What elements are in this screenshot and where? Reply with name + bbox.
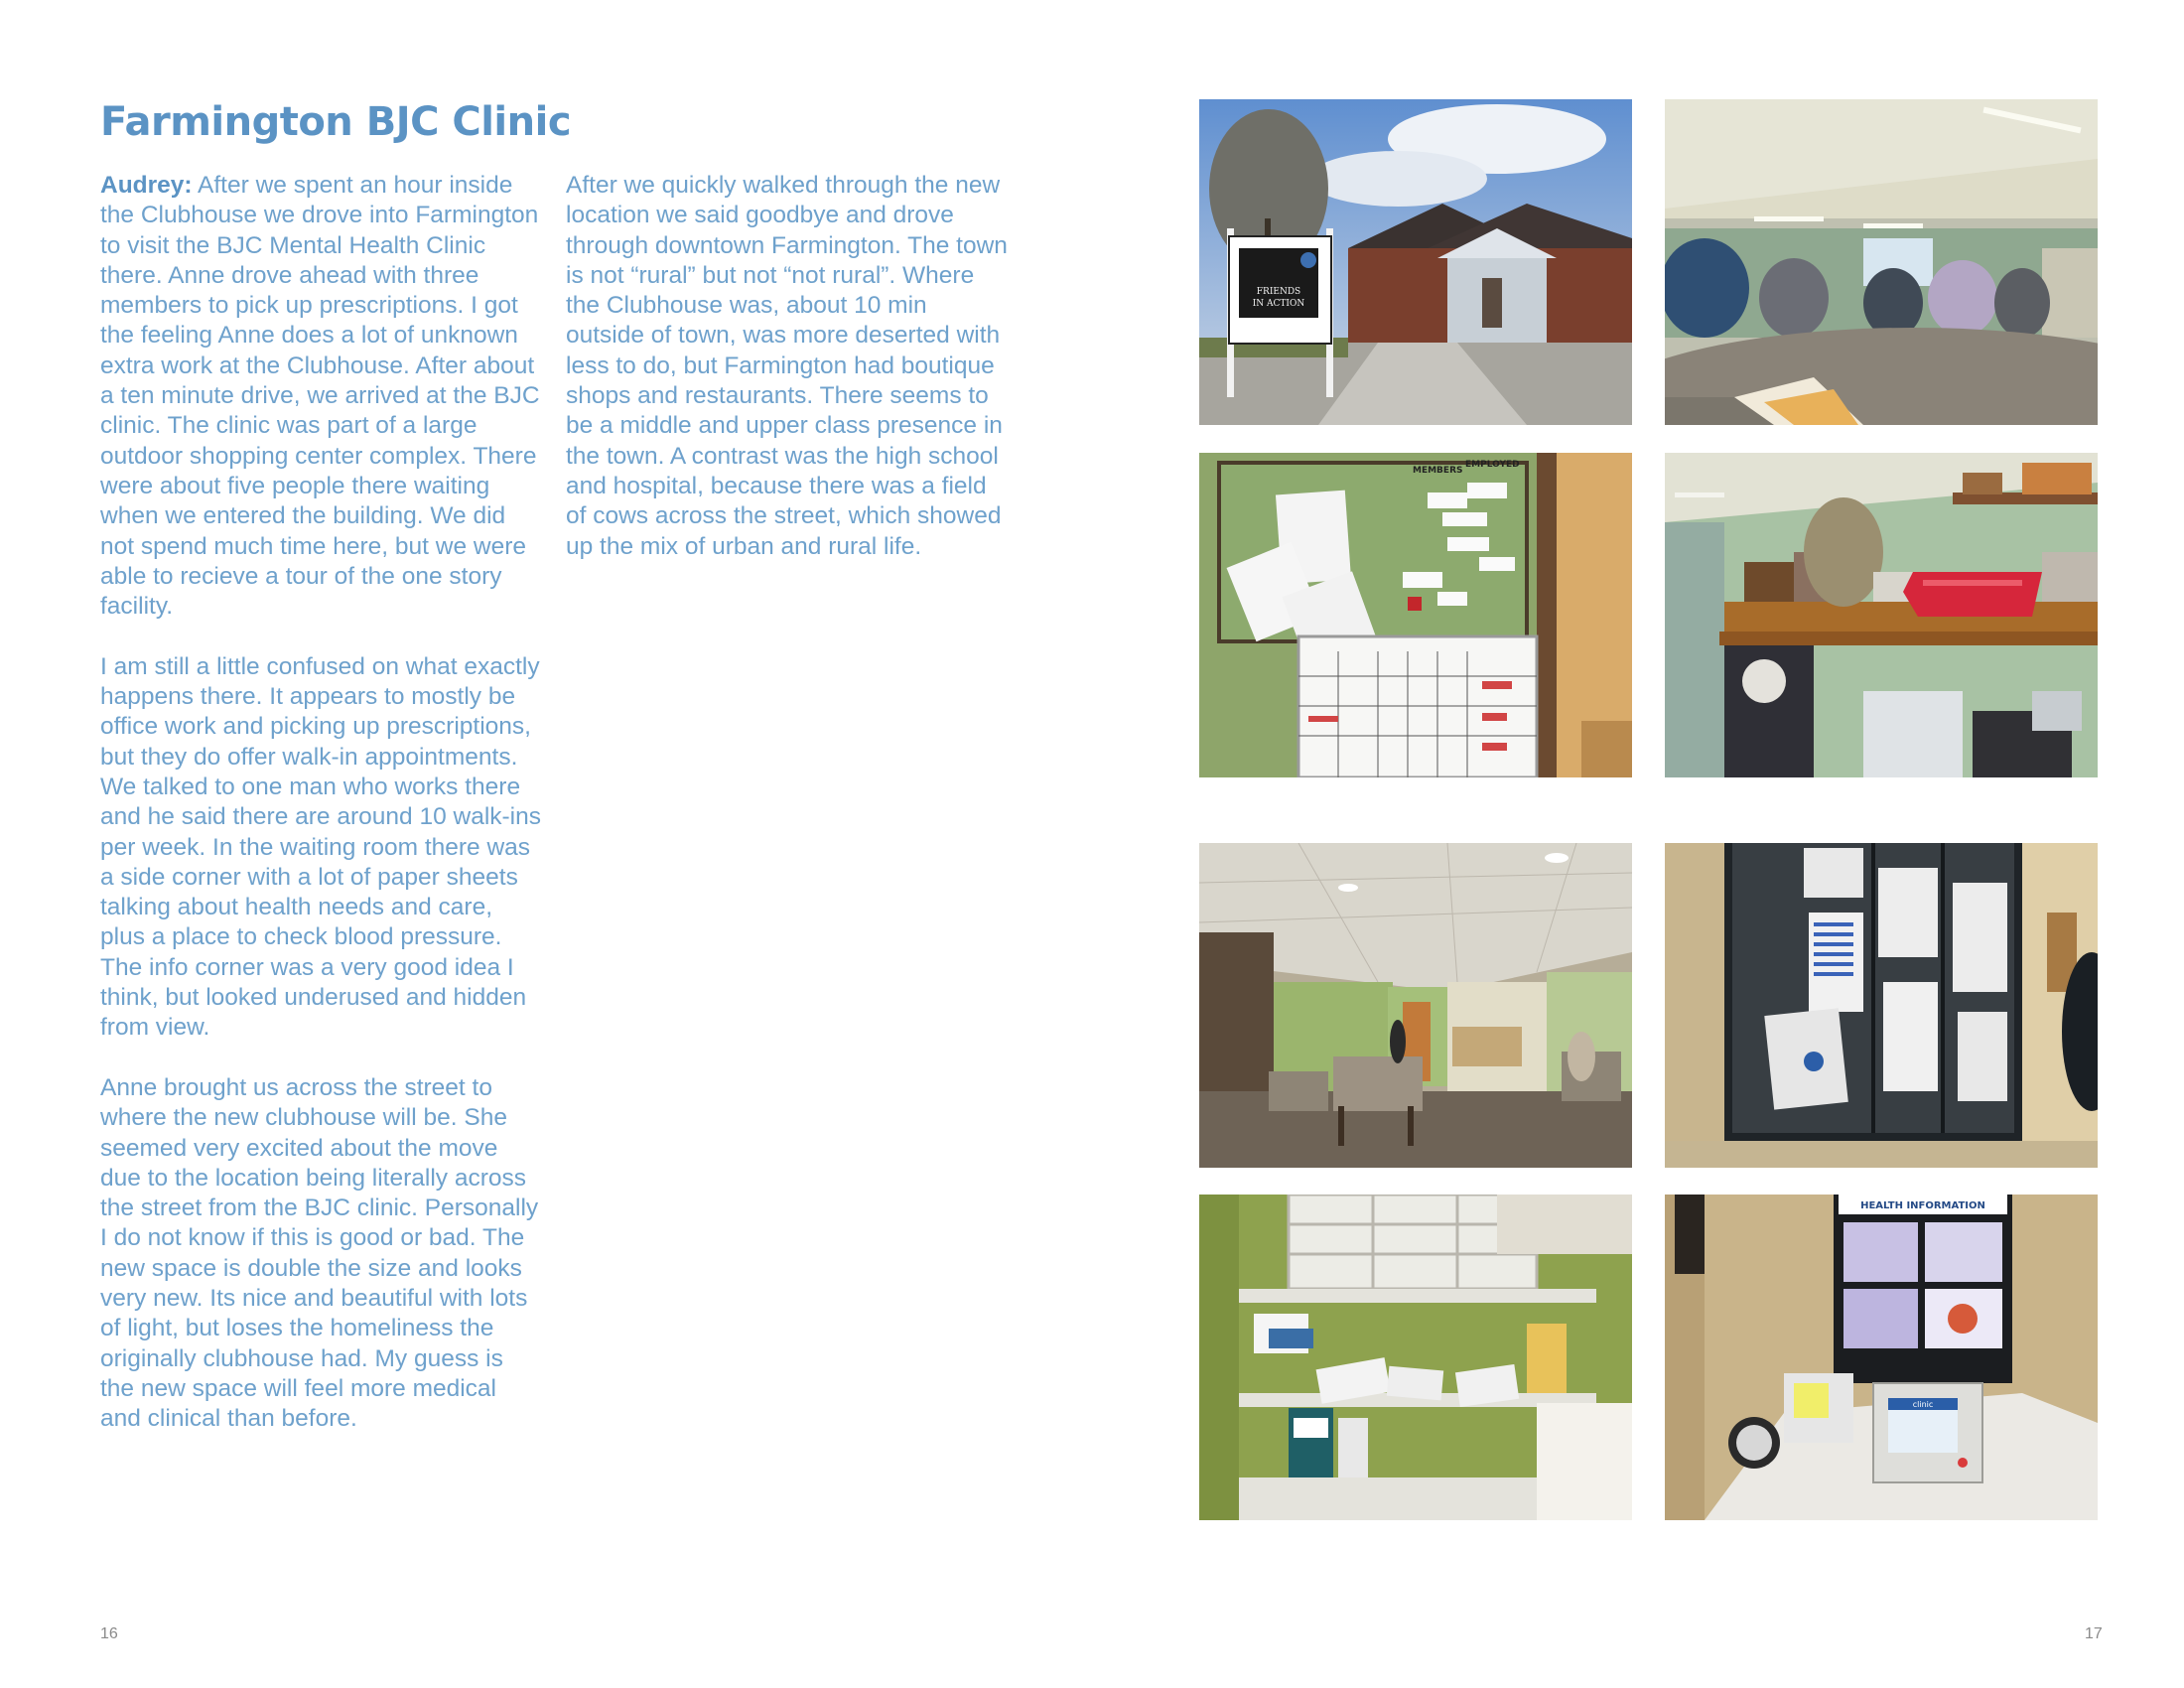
- paragraph: After we quickly walked through the new location we said goodbye and drove through downtown Farmington. The town is not “rural” but not “not rural”. Where the Clubhouse was, about 10 min outside of town, was more deserted with less to do, but Farmington had boutique shops and restaurants. There seems to be a middle and upper class presence in the town. A contrast was the high school and hospital, because there was a field of cows across the street, which showed up the mix of urban and rural life.: [566, 172, 1008, 560]
- photo-clinic-exterior: [1199, 99, 1632, 425]
- left-text-column: [100, 171, 542, 1465]
- paragraph: Anne brought us across the street to where the new clubhouse will be. She seemed very excited about the move due to the location being literally across the street from the BJC clinic. Personally I do not know if this is good or bad. The new space is double the size and looks very new. Its nice and beautiful with lots of light, but loses the homeliness the originally clubhouse had. My guess is the new space will feel more medical and clinical than before.: [100, 1073, 539, 1433]
- paragraph: I am still a little confused on what exactly happens there. It appears to mostly be office work and picking up prescriptions, but they do offer walk-in appointments. We talked to one man who works there and he said there are around 10 walk-ins per week. In the waiting room there was a side corner with a lot of paper sheets talking about health needs and care, plus a place to check blood pressure. The info corner was a very good idea I think, but looked underused and hidden from view.: [100, 652, 542, 1042]
- right-text-column: [566, 171, 1008, 592]
- page-number-right: 17: [2085, 1625, 2103, 1642]
- photo-meeting-room: [1665, 99, 2098, 425]
- speaker-label: Audrey:: [100, 172, 193, 199]
- board-label-employed: EMPLOYED: [1465, 460, 1520, 470]
- sign-text-line2: IN ACTION: [1252, 299, 1305, 309]
- kiosk-screen-text: clinic: [1912, 1400, 1934, 1409]
- photo-health-kiosk: [1665, 1195, 2098, 1520]
- paragraph: [100, 171, 542, 622]
- photo-bulletin-board: [1199, 453, 1632, 777]
- paragraph-text: After we spent an hour inside the Clubhouse we drove into Farmington to visit the BJC Mental Health Clinic there. Anne drove ahead with three members to pick up prescriptions. I got the feeling Anne does a lot of unknown extra work at the Clubhouse. After about a ten minute drive, we arrived at the BJC clinic. The clinic was part of a large outdoor shopping center complex. There were about five people there waiting when we entered the building. We did not spend much time here, but we were able to recieve a tour of the one story facility.: [100, 172, 540, 621]
- page-number-left: 16: [100, 1625, 118, 1642]
- board-label-members: MEMBERS: [1413, 466, 1463, 476]
- photo-storage-shelves: [1665, 453, 2098, 777]
- photo-notice-case: [1665, 843, 2098, 1168]
- sign-text-line1: FRIENDS: [1256, 287, 1301, 297]
- page-heading: Farmington BJC Clinic: [100, 99, 572, 145]
- kiosk-banner-text: HEALTH INFORMATION: [1860, 1200, 1985, 1211]
- photo-literature-shelves: [1199, 1195, 1632, 1520]
- photo-waiting-room: [1199, 843, 1632, 1168]
